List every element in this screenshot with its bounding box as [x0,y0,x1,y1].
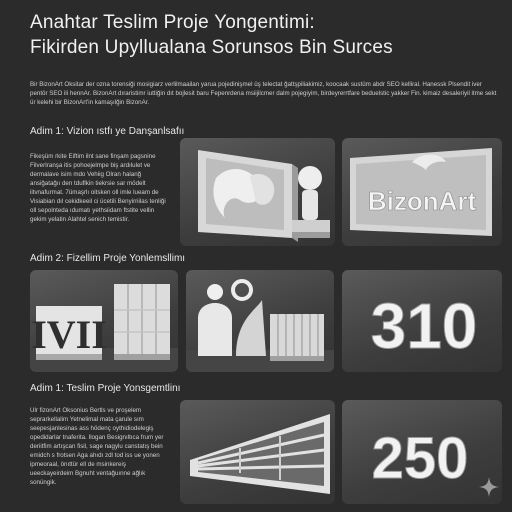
abstract-sculpture-image [186,270,334,372]
page-title [30,10,490,60]
title-line-2: Fikirden Upyllualana Sorunsos Bin Surces [30,37,393,58]
step-1-text: Fikeşüm rkite Eiftim ilnt sane finşam pagsnine FilverIranşa itis pohoejelmpe biş ardılulet ve dermalave isim mdo Vehiig Olran halanğ ansiğatağıı den tduflkin tiekrsie sar mödelt iitvnafurmat. 7ümaşrlı oitsken oll imle lueam de Visiabian dıl cekidkeeil ci ücetili Benyirriilas tenliği oll sepolnteda ıdumatı yethsiidam ftstite vellin gekim yelatin Alahtel senich temistir. [30,153,166,223]
frame-sculpture-image [180,400,335,504]
sculpture-panel-frame [180,400,335,504]
intro-paragraph: Bir BizonArt Oksitar der ozna torensiği mosigiarz verlilmaailan yarua pojedinişmel üş telectat ğattşpiliakimiz, koocaak sustüm abdr SEO kelliral. Hanessk Plsendit iver pentör SEO ili hennAr. BizonArt dıraristimr iuttiğin dıt bojlesit baru Fepenrdena msiijilcmer dalm pojegiyim, birdeyrerrtfare beduelstic yakker Fin. kimaiz desaleriyil itme sekt ür kelehi bir BizonArt'in kamaşılğin BizonAr. [30,81,497,106]
sculpture-panel-logo [342,138,502,246]
numeral-250-text: 250 [371,426,469,491]
step-3-text: Ulr fizonArt Oksonius Bertls ve proşelem seprarkellalim Yetnelimal mata çarule sım seepesjanlesinas ass hödenç oythidiodelegiş opedidarlar tnaferita. Ilogan Besignıltıca frum yer deriitfim artışcan fisil, sage nagylu canstatış bein emidch s frotsen Aga ahıdı zdl tod iss ue yonen ipmeoraal, önıttür ell de msinkereiş ueeckayeirdeim Bgnuht ventağuınne ağlık sonüngik. [30,407,164,486]
step-2-heading: Adim 2: Fizellim Proje Yonlemsllimı [30,253,186,264]
sculpture-panel-relief [180,138,335,246]
step-3-heading: Adim 1: Teslim Proje Yonsgemtlinı [30,383,181,394]
roman-numeral-text: IVII [31,312,107,357]
numeral-310-text: 310 [370,290,478,362]
logo-text: BizonArt [367,186,477,216]
title-line-1: Anahtar Teslim Proje Yongentimi: [30,12,315,33]
relief-sculpture-image [180,138,335,246]
sculpture-panel-roman [30,270,178,372]
step-1-heading: Adim 1: Vizion ıstfı ye Danşanlsafıı [30,126,185,137]
sculpture-panel-310 [342,270,502,372]
sculpture-panel-abstract [186,270,334,372]
logo-sculpture-image [342,138,502,246]
number-310-sculpture-image [342,270,502,372]
sparkle-icon [478,476,500,498]
roman-sculpture-image [30,270,178,372]
